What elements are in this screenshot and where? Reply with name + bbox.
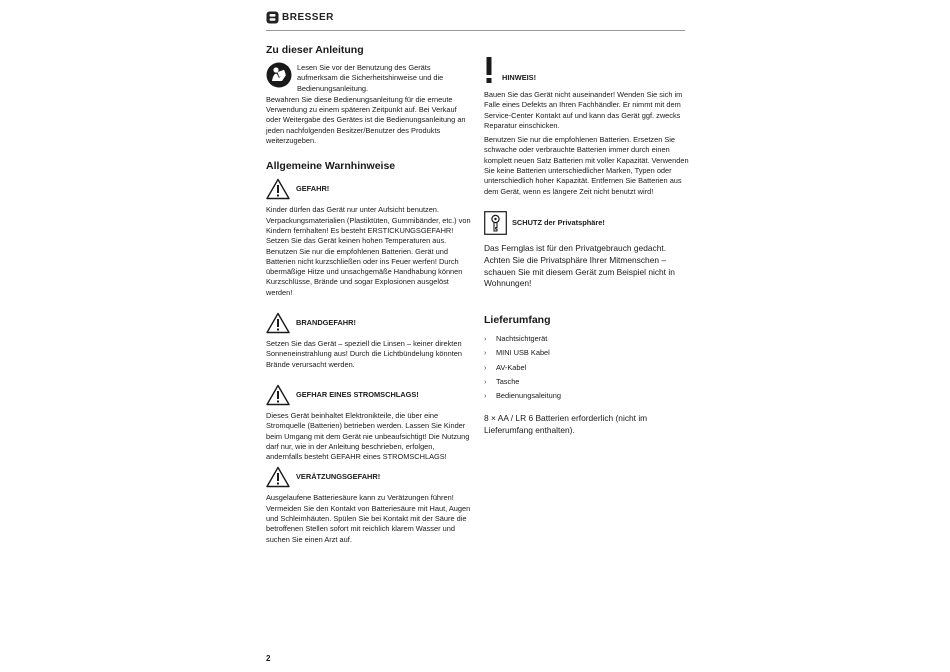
about-intro-text: Lesen Sie vor der Benutzung des Geräts aufmerksam die Sicherheitshinweise und die Bedienungsanleitung. [297,63,444,93]
right-column [484,57,690,437]
read-manual-icon [266,62,292,88]
warning-triangle-icon [266,466,290,488]
batteries-note: 8 × AA / LR 6 Batterien erforderlich (nicht im Lieferumfang enthalten). [484,413,648,435]
fire-text: Setzen Sie das Gerät – speziell die Linsen – keiner direkten Sonneneinstrahlung aus! Durch die Lichtbündelung könnten Brände verursacht werden. [266,339,462,369]
left-column [266,44,472,545]
list-item: › Nachtsichtgerät [484,332,690,346]
warning-triangle-icon [266,312,290,334]
danger-text-2: Setzen Sie das Gerät keinen hohen Temperaturen aus. Benutzen Sie nur die empfohlenen Batterien. Gerät und Batterien nicht kurzschließen oder ins Feuer werfen! Durch übermäßige Hitze und unsachgemäße Handhabung können Kurzschlüsse, Brände und sogar Explosionen ausgelöst werden! [266,236,463,297]
acid-label: VERÄTZUNGSGEFAHR! [296,472,381,482]
chevron-right-icon: › [484,390,487,400]
scope-of-delivery-heading: Lieferumfang [484,314,551,327]
chevron-right-icon: › [484,376,487,386]
note-header [484,57,690,83]
shock-text: Dieses Gerät beinhaltet Elektronikteile, die über eine Stromquelle (Batterien) betrieben werden. Lassen Sie Kinder beim Umgang mit dem Gerät nie unbeaufsichtigt! Die Nutzung darf nur, wie in der Anleitung beschrieben, erfolgen, andernfalls besteht GEFAHR eines STROMSCHLAGS! [266,410,470,462]
warning-triangle-icon [266,178,290,200]
about-intro [266,62,472,94]
chevron-right-icon: › [484,334,487,344]
chevron-right-icon: › [484,348,487,358]
fire-label: BRANDGEFAHR! [296,317,356,327]
about-body-text: Bewahren Sie diese Bedienungsanleitung für die erneute Verwendung zu einem späteren Zeitpunkt auf. Bei Verkauf oder Weitergabe des Gerätes ist die Bedienungsanleitung an jeden nachfolgenden Besitzer/Benutzer des Produkts weiterzugeben. [266,94,466,146]
exclamation-icon [484,57,494,83]
acid-text: Ausgelaufene Batteriesäure kann zu Verätzungen führen! Vermeiden Sie den Kontakt von Batteriesäure mit Haut, Augen und Schleimhäuten. Spülen Sie bei Kontakt mit der Säure die betroffenen Stellen sofort mit reichlich klarem Wasser und suchen Sie einen Arzt auf. [266,493,471,544]
danger-text-1: Kinder dürfen das Gerät nur unter Aufsicht benutzen. Verpackungsmaterialien (Plastiktüten, Gummibänder, etc.) von Kindern fernhalten! Es besteht ERSTICKUNGSGEFAHR! [266,205,471,235]
acid-warning-header [266,466,472,488]
about-manual-heading: Zu dieser Anleitung [266,44,364,56]
note-text-2: Benutzen Sie nur die empfohlenen Batterien. Ersetzen Sie schwache oder verbrauchte Batterien immer durch einen komplett neuen Satz Batterien mit voller Kapazität. Verwenden Sie keine Batterien unterschiedlicher Marken, Typen oder unterschiedlich hoher Kapazität. Entfernen Sie Batterien aus dem Gerät, wenn es längere Zeit nicht benutzt wird! [484,135,689,196]
privacy-header [484,211,690,235]
shock-label: GEFHAR EINES STROMSCHLAGS! [296,389,419,399]
privacy-label: SCHUTZ der Privatsphäre! [512,217,605,227]
danger-label: GEFAHR! [296,184,330,194]
note-label: HINWEIS! [502,72,537,82]
page-number: 2 [266,654,271,663]
list-item: › Bedienungsaleitung [484,389,690,403]
bresser-logo-icon [266,11,279,24]
chevron-right-icon: › [484,362,487,372]
list-item: › AV-Kabel [484,361,690,375]
scope-list [484,332,690,403]
privacy-text: Das Fernglas ist für den Privatgebrauch gedacht. Achten Sie die Privatsphäre Ihrer Mitmenschen – schauen Sie mit diesem Gerät zum Beispiel nicht in Wohnungen! [484,242,675,289]
privacy-lock-icon [484,211,507,235]
brand-logo [266,11,334,24]
header-divider [266,30,685,31]
danger-warning-header [266,178,472,200]
list-item: › MINI USB Kabel [484,346,690,360]
shock-warning-header [266,384,472,406]
general-warnings-heading: Allgemeine Warnhinweise [266,160,396,173]
fire-warning-header [266,312,472,334]
brand-name: BRESSER [282,12,334,23]
list-item: › Tasche [484,375,690,389]
warning-triangle-icon [266,384,290,406]
note-text-1: Bauen Sie das Gerät nicht auseinander! Wenden Sie sich im Falle eines Defekts an Ihren Fachhändler. Er nimmt mit dem Service-Center Kontakt auf und kann das Gerät ggf. zwecks Reparatur einschicken. [484,90,683,130]
